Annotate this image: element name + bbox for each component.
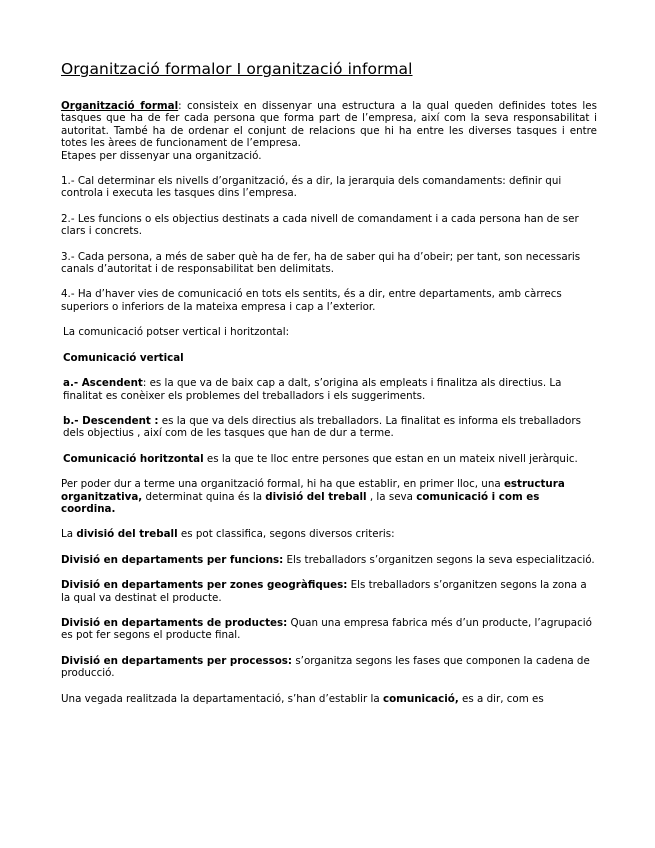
ascendent-paragraph [61, 377, 597, 402]
criterion-geographic [61, 579, 597, 604]
division-paragraph [61, 528, 597, 540]
descendent-text: es la que va dels directius als treballadors. La finalitat es informa els treballadors dels objectius , així com de les tasques que han de dur a terme. [63, 414, 581, 440]
structure-text-2: determinat quina és la [142, 490, 266, 503]
stages-line: Etapes per dissenyar una organització. [61, 149, 262, 162]
closing-text-2: es a dir, com es [458, 692, 544, 705]
structure-bold-1: estructura organitzativa, [61, 478, 565, 503]
closing-text-1: Una vegada realitzada la departamentació, s’han d’establir la [61, 692, 383, 705]
intro-term: Organització formal [61, 100, 179, 112]
ascendent-text: : es la que va de baix cap a dalt, s’origina als empleats i finalitza als directius. La finalitat es conèixer els problemes del treballadors i els suggeriments. [63, 377, 562, 402]
division-text-2: es pot classifica, segons diversos criteris: [177, 528, 395, 541]
descendent-paragraph [61, 415, 597, 440]
page-title: Organització formalor I organització informal [61, 60, 413, 78]
criterion-text: s’organitza segons les fases que componen la cadena de producció. [61, 654, 590, 680]
criterion-text: Els treballadors s’organitzen segons la zona a la qual va destinat el producte. [61, 579, 587, 604]
communication-intro: La comunicació potser vertical i horitzontal: [63, 326, 290, 339]
closing-paragraph [61, 693, 597, 705]
intro-text: : consisteix en dissenyar una estructura a la qual queden definides totes les tasques que ha de fer cada persona que forma part de l’empresa, així com la seva responsabilitat i autoritat. També ha de ordenar el conjunt de relacions que hi ha entre les diverses tasques i entre totes les àrees de funcionament de l’empresa. [61, 100, 597, 150]
structure-text-1: Per poder dur a terme una organització formal, hi ha que establir, en primer lloc, una [61, 478, 504, 491]
intro-paragraph [61, 100, 597, 150]
vertical-heading [61, 352, 597, 364]
step-1: 1.- Cal determinar els nivells d’organització, és a dir, la jerarquia dels comandaments: definir qui controla i executa les tasques dins l’empresa. [61, 175, 562, 200]
closing-bold: comunicació, [382, 692, 459, 705]
horizontal-text: es la que te lloc entre persones que estan en un mateix nivell jeràrquic. [203, 452, 578, 465]
criterion-label: Divisió en departaments per funcions: [61, 553, 284, 566]
criterion-label: Divisió en departaments de productes: [61, 616, 288, 629]
criterion-products [61, 617, 597, 642]
criterion-text: Quan una empresa fabrica més d’un producte, l’agrupació es pot fer segons el producte final. [61, 616, 592, 642]
document-body [61, 100, 597, 705]
criterion-functions [61, 554, 597, 566]
structure-bold-3: comunicació i com es coordina. [61, 490, 540, 515]
criterion-processes [61, 655, 597, 680]
horizontal-paragraph [61, 453, 597, 465]
division-bold: divisió del treball [76, 528, 178, 541]
horizontal-label: Comunicació horitzontal [63, 452, 204, 465]
criterion-label: Divisió en departaments per zones geogràfiques: [61, 579, 348, 592]
step-2: 2.- Les funcions o els objectius destinats a cada nivell de comandament i a cada persona han de ser clars i concrets. [61, 212, 579, 238]
ascendent-label: a.- Ascendent [63, 377, 143, 390]
division-text-1: La [61, 528, 77, 541]
vertical-heading-text: Comunicació vertical [63, 351, 184, 364]
criterion-text: Els treballadors s’organitzen segons la seva especialització. [283, 553, 595, 566]
structure-paragraph [61, 478, 597, 515]
step-3: 3.- Cada persona, a més de saber què ha de fer, ha de saber qui ha d’obeir; per tant, son necessaris canals d’autoritat i de responsabilitat ben delimitats. [61, 250, 581, 276]
step-4: 4.- Ha d’haver vies de comunicació en tots els sentits, és a dir, entre departaments, amb càrrecs superiors o inferiors de la mateixa empresa i cap a l’exterior. [61, 288, 562, 313]
criterion-label: Divisió en departaments per processos: [61, 654, 293, 667]
descendent-label: b.- Descendent : [63, 414, 159, 427]
structure-bold-2: divisió del treball [265, 490, 367, 503]
structure-text-3: , la seva [366, 490, 417, 503]
